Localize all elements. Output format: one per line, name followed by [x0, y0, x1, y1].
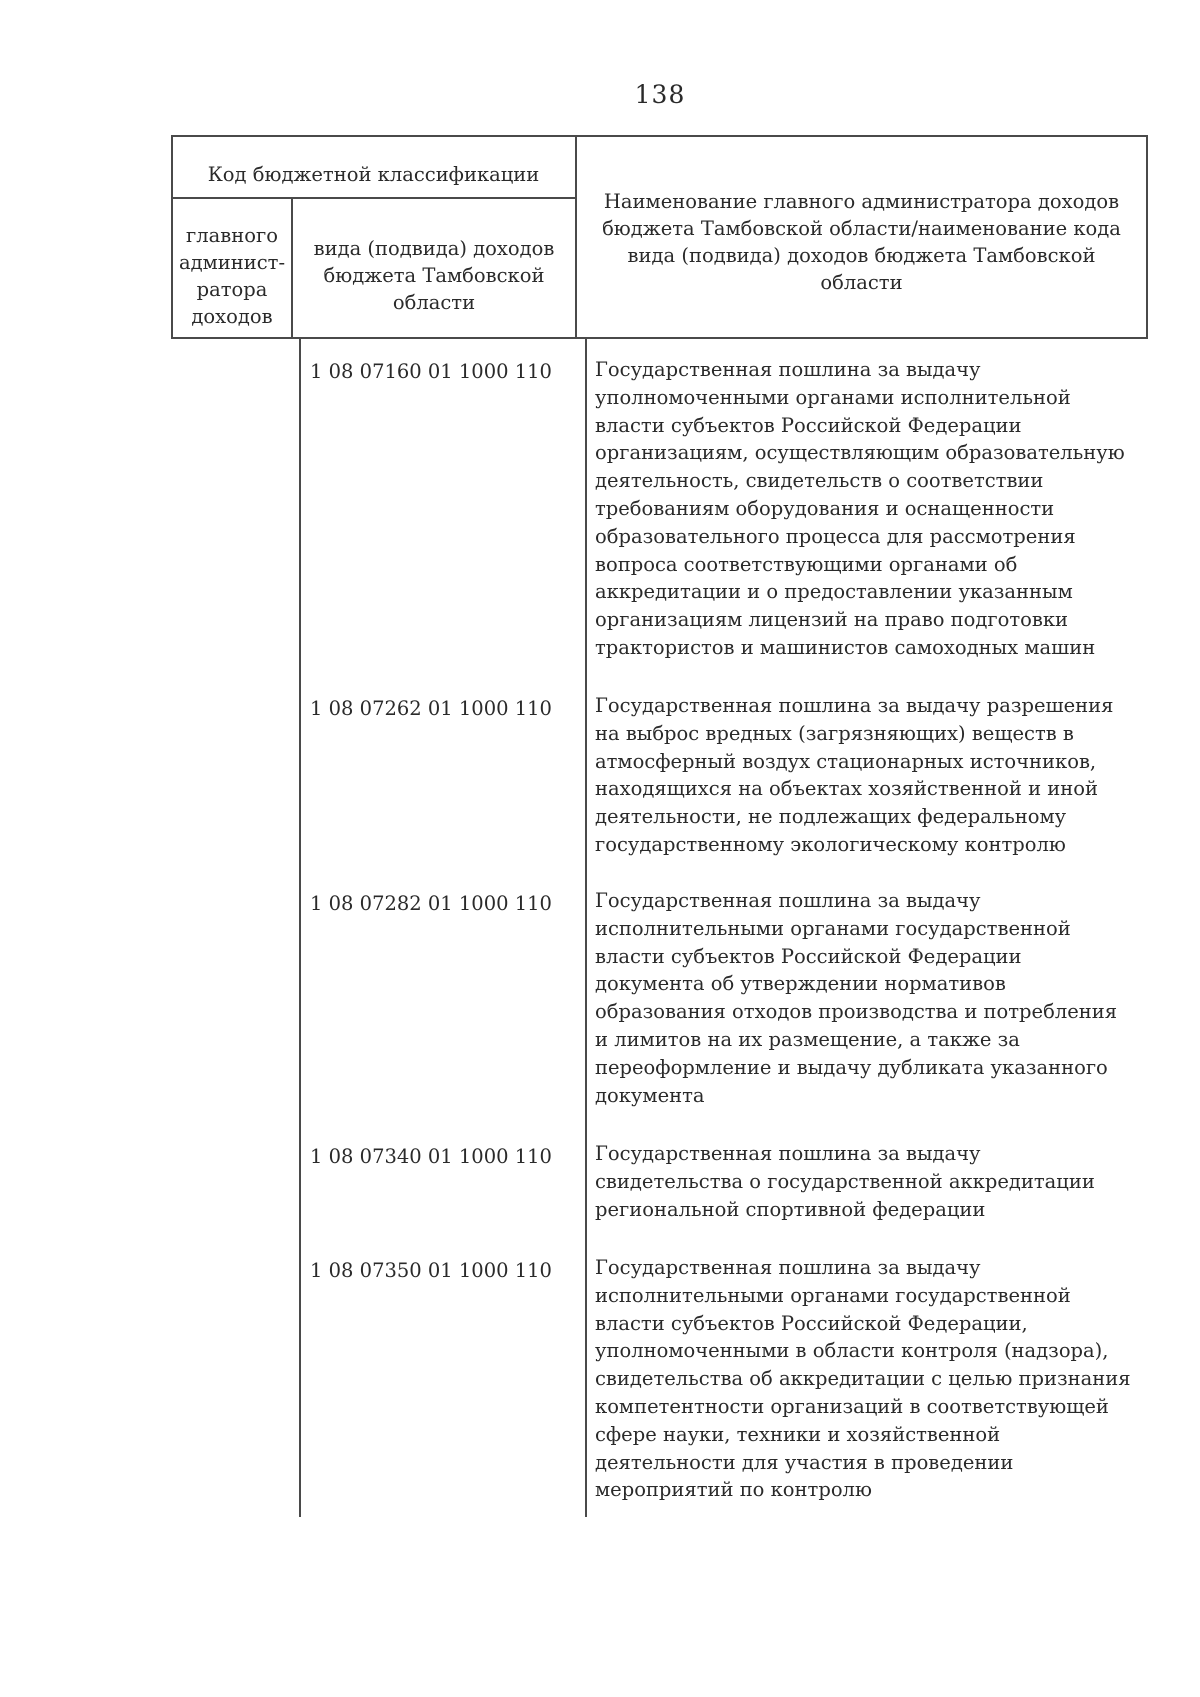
row-description-line: Государственная пошлина за выдачу	[595, 1256, 981, 1279]
header-col-revenue-type	[293, 235, 575, 316]
row-description-line: деятельность, свидетельств о соответствии	[595, 469, 1044, 493]
row-description-line: требованиям оборудования и оснащенности	[595, 496, 1055, 520]
row-description-line: уполномоченными в области контроля (надзора),	[595, 1339, 1109, 1363]
row-description-line: свидетельства о государственной аккредитации	[595, 1169, 1095, 1193]
header-col-revenue-type-line: вида (подвида) доходов	[313, 237, 555, 260]
header-col-administrator-line: ратора	[196, 278, 268, 301]
row-description-line: Государственная пошлина за выдачу	[595, 1142, 981, 1165]
row-description-line: власти субъектов Российской Федерации,	[595, 1311, 1028, 1335]
row-description-line: компетентности организаций в соответствующей	[595, 1394, 1109, 1418]
row-description-line: организациям лицензий на право подготовки	[595, 608, 1069, 632]
row-description-line: и лимитов на их размещение, а также за	[595, 1027, 1020, 1051]
row-description-line: документа об утверждении нормативов	[595, 972, 1006, 996]
row-description-line: атмосферный воздух стационарных источников,	[595, 749, 1097, 773]
table-right-border	[1146, 135, 1148, 339]
header-col-name-line: Наименование главного администратора доходов	[603, 190, 1120, 213]
header-col-name-line: вида (подвида) доходов бюджета Тамбовской	[627, 244, 1096, 267]
row-description	[595, 356, 1145, 662]
column-divider-1-body	[299, 339, 301, 1517]
row-description-line: деятельности, не подлежащих федеральному	[595, 805, 1067, 829]
row-code: 1 08 07282 01 1000 110	[310, 892, 552, 915]
header-group-divider	[171, 197, 576, 199]
row-description-line: организациям, осуществляющим образовательную	[595, 441, 1125, 465]
column-divider-2-body	[585, 339, 587, 1517]
header-col-administrator	[173, 222, 291, 330]
header-col-revenue-type-line: бюджета Тамбовской	[323, 264, 545, 287]
row-description-line: аккредитации и о предоставлении указанным	[595, 580, 1073, 604]
header-col-name-line: бюджета Тамбовской области/наименование кода	[602, 217, 1121, 240]
page-number: 138	[634, 80, 686, 109]
row-code: 1 08 07340 01 1000 110	[310, 1145, 552, 1168]
header-col-name	[577, 188, 1146, 296]
header-col-administrator-line: доходов	[191, 305, 273, 328]
row-description-line: государственному экологическому контролю	[595, 832, 1066, 856]
row-description-line: уполномоченными органами исполнительной	[595, 385, 1071, 409]
table-top-border	[171, 135, 1147, 137]
row-description-line: Государственная пошлина за выдачу разрешения	[595, 694, 1114, 717]
row-description-line: Государственная пошлина за выдачу	[595, 358, 981, 381]
header-col-administrator-line: админист-	[178, 251, 286, 274]
header-col-revenue-type-line: области	[392, 291, 476, 314]
row-description-line: деятельности для участия в проведении	[595, 1450, 1014, 1474]
row-code: 1 08 07262 01 1000 110	[310, 697, 552, 720]
row-description-line: исполнительными органами государственной	[595, 1283, 1071, 1307]
row-description-line: на выброс вредных (загрязняющих) веществ в	[595, 721, 1074, 745]
row-description-line: трактористов и машинистов самоходных машин	[595, 635, 1096, 659]
row-description-line: образовательного процесса для рассмотрения	[595, 524, 1076, 548]
header-col-administrator-line: главного	[186, 224, 278, 247]
row-description	[595, 692, 1145, 859]
row-description-line: переоформление и выдачу дубликата указанного	[595, 1055, 1108, 1079]
row-description-line: документа	[595, 1083, 705, 1107]
header-col-name-line: области	[820, 271, 903, 294]
row-code: 1 08 07350 01 1000 110	[310, 1259, 552, 1282]
row-description-line: Государственная пошлина за выдачу	[595, 889, 981, 912]
row-description	[595, 887, 1145, 1109]
row-description-line: мероприятий по контролю	[595, 1478, 872, 1502]
header-group-title: Код бюджетной классификации	[207, 163, 540, 186]
row-description-line: образования отходов производства и потребления	[595, 1000, 1118, 1024]
header-bottom-border	[171, 337, 1147, 339]
row-description-line: находящихся на объектах хозяйственной и иной	[595, 777, 1099, 801]
row-description-line: вопроса соответствующими органами об	[595, 552, 1018, 576]
row-description-line: власти субъектов Российской Федерации	[595, 413, 1022, 437]
row-description	[595, 1140, 1145, 1223]
row-description-line: сфере науки, техники и хозяйственной	[595, 1422, 1001, 1446]
row-description-line: исполнительными органами государственной	[595, 916, 1071, 940]
row-description	[595, 1254, 1145, 1504]
row-description-line: свидетельства об аккредитации с целью признания	[595, 1367, 1131, 1391]
row-description-line: региональной спортивной федерации	[595, 1197, 986, 1221]
row-description-line: власти субъектов Российской Федерации	[595, 944, 1022, 968]
row-code: 1 08 07160 01 1000 110	[310, 360, 552, 383]
